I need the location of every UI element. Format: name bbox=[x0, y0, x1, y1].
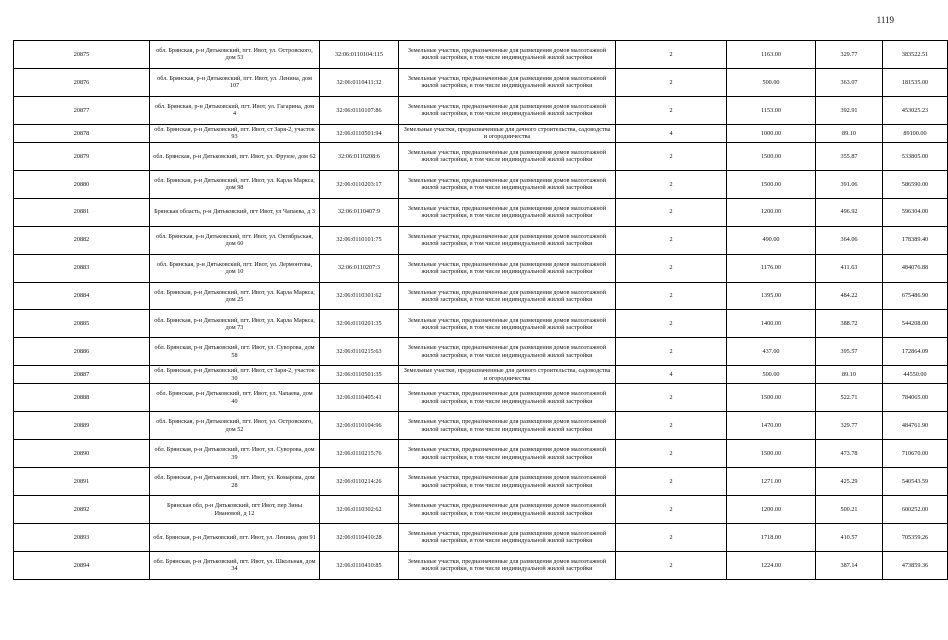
category-cell: 2 bbox=[616, 551, 727, 579]
table-row bbox=[14, 366, 948, 384]
address-cell: обл. Брянская, р-н Дятьковский, пгт. Ивот, ул. Лермонтова, дом 10 bbox=[150, 254, 320, 282]
row-number: 20890 bbox=[14, 440, 150, 468]
row-number: 20875 bbox=[14, 41, 150, 69]
area-cell: 1395.00 bbox=[727, 282, 816, 310]
cadastral-number-cell: 32:06:0110215:63 bbox=[320, 338, 399, 366]
table-row bbox=[14, 310, 948, 338]
total-value-cell: 473859.36 bbox=[883, 551, 948, 579]
total-value-cell: 383522.51 bbox=[883, 41, 948, 69]
land-use-cell: Земельные участки, предназначенные для размещения домов малоэтажной жилой застройки, в том числе индивидуальной жилой застройки bbox=[399, 142, 616, 170]
total-value-cell: 484761.90 bbox=[883, 412, 948, 440]
area-cell: 1200.00 bbox=[727, 496, 816, 524]
land-use-cell: Земельные участки, предназначенные для размещения домов малоэтажной жилой застройки, в том числе индивидуальной жилой застройки bbox=[399, 254, 616, 282]
land-use-cell: Земельные участки, предназначенные для дачного строительства, садоводства и огородничества bbox=[399, 366, 616, 384]
area-cell: 1718.00 bbox=[727, 524, 816, 552]
cadastral-number-cell: 32:06:0110208:6 bbox=[320, 142, 399, 170]
total-value-cell: 544208.00 bbox=[883, 310, 948, 338]
total-value-cell: 540543.59 bbox=[883, 468, 948, 496]
row-number: 20894 bbox=[14, 551, 150, 579]
table-row bbox=[14, 170, 948, 198]
unit-price-cell: 363.07 bbox=[816, 68, 883, 96]
total-value-cell: 586590.00 bbox=[883, 170, 948, 198]
cadastral-number-cell: 32:06:0110215:76 bbox=[320, 440, 399, 468]
address-cell: обл. Брянская, р-н Дятьковский, пгт. Ивот, ул. Фрунзе, дом 62 bbox=[150, 142, 320, 170]
address-cell: обл. Брянская, р-н Дятьковский, пгт. Ивот, ст Заря-2, участок 30 bbox=[150, 366, 320, 384]
land-use-cell: Земельные участки, предназначенные для размещения домов малоэтажной жилой застройки, в том числе индивидуальной жилой застройки bbox=[399, 440, 616, 468]
address-cell: обл. Брянская, р-н Дятьковский, пгт. Ивот, ул. Ленина, дом 107 bbox=[150, 68, 320, 96]
address-cell: обл. Брянская, р-н Дятьковский, пгт. Ивот, ул. Островского, дом 52 bbox=[150, 412, 320, 440]
unit-price-cell: 391.06 bbox=[816, 170, 883, 198]
table-row bbox=[14, 384, 948, 412]
area-cell: 1500.00 bbox=[727, 384, 816, 412]
land-use-cell: Земельные участки, предназначенные для размещения домов малоэтажной жилой застройки, в том числе индивидуальной жилой застройки bbox=[399, 41, 616, 69]
category-cell: 4 bbox=[616, 366, 727, 384]
unit-price-cell: 395.57 bbox=[816, 338, 883, 366]
address-cell: обл. Брянская, р-н Дятьковский, пгт. Ивот, ул. Чапаева, дом 40 bbox=[150, 384, 320, 412]
row-number: 20883 bbox=[14, 254, 150, 282]
address-cell: обл. Брянская, р-н Дятьковский, пгт. Ивот, ул. Карла Маркса, дом 73 bbox=[150, 310, 320, 338]
unit-price-cell: 425.29 bbox=[816, 468, 883, 496]
table-row bbox=[14, 468, 948, 496]
land-use-cell: Земельные участки, предназначенные для размещения домов малоэтажной жилой застройки, в том числе индивидуальной жилой застройки bbox=[399, 338, 616, 366]
row-number: 20878 bbox=[14, 124, 150, 142]
cadastral-number-cell: 32:06:0110107:86 bbox=[320, 96, 399, 124]
address-cell: обл. Брянская, р-н Дятьковский, пгт. Ивот, ул. Ленина, дом 91 bbox=[150, 524, 320, 552]
cadastral-number-cell: 32:06:0110407:9 bbox=[320, 198, 399, 226]
table-row bbox=[14, 68, 948, 96]
unit-price-cell: 387.14 bbox=[816, 551, 883, 579]
cadastral-number-cell: 32:06:0110301:62 bbox=[320, 282, 399, 310]
page-number: 1119 bbox=[876, 15, 894, 25]
area-cell: 1500.00 bbox=[727, 440, 816, 468]
row-number: 20887 bbox=[14, 366, 150, 384]
unit-price-cell: 329.77 bbox=[816, 412, 883, 440]
cadastral-number-cell: 32:06:0110207:3 bbox=[320, 254, 399, 282]
total-value-cell: 172864.09 bbox=[883, 338, 948, 366]
land-use-cell: Земельные участки, предназначенные для размещения домов малоэтажной жилой застройки, в том числе индивидуальной жилой застройки bbox=[399, 384, 616, 412]
address-cell: обл. Брянская, р-н Дятьковский, пгт. Ивот, ст Заря-2, участок 93 bbox=[150, 124, 320, 142]
cadastral-number-cell: 32:06:0110405:41 bbox=[320, 384, 399, 412]
total-value-cell: 484076.88 bbox=[883, 254, 948, 282]
category-cell: 2 bbox=[616, 524, 727, 552]
cadastral-number-cell: 32:06:0110201:35 bbox=[320, 310, 399, 338]
row-number: 20891 bbox=[14, 468, 150, 496]
table-row bbox=[14, 338, 948, 366]
cadastral-number-cell: 32:06:0110104:115 bbox=[320, 41, 399, 69]
area-cell: 500.00 bbox=[727, 366, 816, 384]
total-value-cell: 675486.90 bbox=[883, 282, 948, 310]
unit-price-cell: 388.72 bbox=[816, 310, 883, 338]
category-cell: 2 bbox=[616, 170, 727, 198]
row-number: 20882 bbox=[14, 226, 150, 254]
address-cell: обл. Брянская, р-н Дятьковский, пгт. Ивот, ул. Гагарина, дом 4 bbox=[150, 96, 320, 124]
area-cell: 1271.00 bbox=[727, 468, 816, 496]
row-number: 20889 bbox=[14, 412, 150, 440]
area-cell: 1200.00 bbox=[727, 198, 816, 226]
table-row bbox=[14, 198, 948, 226]
category-cell: 2 bbox=[616, 440, 727, 468]
row-number: 20893 bbox=[14, 524, 150, 552]
unit-price-cell: 496.92 bbox=[816, 198, 883, 226]
address-cell: обл. Брянская, р-н Дятьковский, пгт. Ивот, ул. Октябрьская, дом 60 bbox=[150, 226, 320, 254]
area-cell: 1163.00 bbox=[727, 41, 816, 69]
land-use-cell: Земельные участки, предназначенные для размещения домов малоэтажной жилой застройки, в том числе индивидуальной жилой застройки bbox=[399, 551, 616, 579]
land-use-cell: Земельные участки, предназначенные для размещения домов малоэтажной жилой застройки, в том числе индивидуальной жилой застройки bbox=[399, 412, 616, 440]
cadastral-number-cell: 32:06:0110214:26 bbox=[320, 468, 399, 496]
land-use-cell: Земельные участки, предназначенные для размещения домов малоэтажной жилой застройки, в том числе индивидуальной жилой застройки bbox=[399, 310, 616, 338]
address-cell: обл. Брянская, р-н Дятьковский, пгт. Ивот, ул. Школьная, дом 34 bbox=[150, 551, 320, 579]
address-cell: обл. Брянская, р-н Дятьковский, пгт. Ивот, ул. Карла Маркса, дом 25 bbox=[150, 282, 320, 310]
address-cell: обл. Брянская, р-н Дятьковский, пгт. Ивот, ул. Комарова, дом 28 bbox=[150, 468, 320, 496]
total-value-cell: 784065.00 bbox=[883, 384, 948, 412]
category-cell: 2 bbox=[616, 96, 727, 124]
cadastral-number-cell: 32:06:0110410:28 bbox=[320, 524, 399, 552]
cadastral-number-cell: 32:06:0110410:85 bbox=[320, 551, 399, 579]
area-cell: 1224.00 bbox=[727, 551, 816, 579]
area-cell: 490.00 bbox=[727, 226, 816, 254]
cadastral-number-cell: 32:06:0110203:17 bbox=[320, 170, 399, 198]
land-use-cell: Земельные участки, предназначенные для размещения домов малоэтажной жилой застройки, в том числе индивидуальной жилой застройки bbox=[399, 282, 616, 310]
category-cell: 2 bbox=[616, 468, 727, 496]
unit-price-cell: 410.57 bbox=[816, 524, 883, 552]
cadastral-number-cell: 32:06:0110104:96 bbox=[320, 412, 399, 440]
unit-price-cell: 392.91 bbox=[816, 96, 883, 124]
address-cell: обл. Брянская, р-н Дятьковский, пгт. Ивот, ул. Карла Маркса, дом 98 bbox=[150, 170, 320, 198]
row-number: 20879 bbox=[14, 142, 150, 170]
land-registry-table bbox=[13, 40, 948, 580]
category-cell: 2 bbox=[616, 310, 727, 338]
category-cell: 4 bbox=[616, 124, 727, 142]
cadastral-number-cell: 32:06:0110411:32 bbox=[320, 68, 399, 96]
address-cell: обл. Брянская, р-н Дятьковский, пгт. Ивот, ул. Суворова, дом 58 bbox=[150, 338, 320, 366]
table-row bbox=[14, 282, 948, 310]
total-value-cell: 705359.26 bbox=[883, 524, 948, 552]
total-value-cell: 596304.00 bbox=[883, 198, 948, 226]
area-cell: 1470.00 bbox=[727, 412, 816, 440]
unit-price-cell: 89.10 bbox=[816, 124, 883, 142]
category-cell: 2 bbox=[616, 41, 727, 69]
land-use-cell: Земельные участки, предназначенные для размещения домов малоэтажной жилой застройки, в том числе индивидуальной жилой застройки bbox=[399, 226, 616, 254]
cadastral-number-cell: 32:06:0110501:94 bbox=[320, 124, 399, 142]
table-row bbox=[14, 412, 948, 440]
row-number: 20877 bbox=[14, 96, 150, 124]
total-value-cell: 600252.00 bbox=[883, 496, 948, 524]
category-cell: 2 bbox=[616, 338, 727, 366]
total-value-cell: 178389.40 bbox=[883, 226, 948, 254]
table-row bbox=[14, 96, 948, 124]
unit-price-cell: 364.06 bbox=[816, 226, 883, 254]
cadastral-number-cell: 32:06:0110302:62 bbox=[320, 496, 399, 524]
address-cell: Брянская обл, р-н Дятьковский, пгт Ивот, пер Зины Ивановой, д 12 bbox=[150, 496, 320, 524]
area-cell: 500.00 bbox=[727, 68, 816, 96]
cadastral-number-cell: 32:06:0110101:75 bbox=[320, 226, 399, 254]
cadastral-number-cell: 32:06:0110501:35 bbox=[320, 366, 399, 384]
unit-price-cell: 484.22 bbox=[816, 282, 883, 310]
row-number: 20888 bbox=[14, 384, 150, 412]
unit-price-cell: 329.77 bbox=[816, 41, 883, 69]
unit-price-cell: 500.21 bbox=[816, 496, 883, 524]
address-cell: обл. Брянская, р-н Дятьковский, пгт. Ивот, ул. Суворова, дом 39 bbox=[150, 440, 320, 468]
unit-price-cell: 411.63 bbox=[816, 254, 883, 282]
row-number: 20884 bbox=[14, 282, 150, 310]
address-cell: обл. Брянская, р-н Дятьковский, пгт. Ивот, ул. Островского, дом 53 bbox=[150, 41, 320, 69]
address-cell: Брянская область, р-н Дятьковский, пгт Ивот, ул Чапаева, д 3 bbox=[150, 198, 320, 226]
area-cell: 1153.00 bbox=[727, 96, 816, 124]
area-cell: 1000.00 bbox=[727, 124, 816, 142]
table-body bbox=[14, 41, 948, 580]
category-cell: 2 bbox=[616, 384, 727, 412]
category-cell: 2 bbox=[616, 496, 727, 524]
category-cell: 2 bbox=[616, 226, 727, 254]
land-use-cell: Земельные участки, предназначенные для размещения домов малоэтажной жилой застройки, в том числе индивидуальной жилой застройки bbox=[399, 198, 616, 226]
total-value-cell: 181535.00 bbox=[883, 68, 948, 96]
table-row bbox=[14, 440, 948, 468]
category-cell: 2 bbox=[616, 282, 727, 310]
row-number: 20892 bbox=[14, 496, 150, 524]
land-use-cell: Земельные участки, предназначенные для дачного строительства, садоводства и огородничества bbox=[399, 124, 616, 142]
total-value-cell: 533805.00 bbox=[883, 142, 948, 170]
area-cell: 1176.00 bbox=[727, 254, 816, 282]
category-cell: 2 bbox=[616, 142, 727, 170]
table-row bbox=[14, 41, 948, 69]
unit-price-cell: 89.10 bbox=[816, 366, 883, 384]
unit-price-cell: 473.78 bbox=[816, 440, 883, 468]
row-number: 20880 bbox=[14, 170, 150, 198]
table-row bbox=[14, 142, 948, 170]
land-use-cell: Земельные участки, предназначенные для размещения домов малоэтажной жилой застройки, в том числе индивидуальной жилой застройки bbox=[399, 68, 616, 96]
table-row bbox=[14, 226, 948, 254]
land-use-cell: Земельные участки, предназначенные для размещения домов малоэтажной жилой застройки, в том числе индивидуальной жилой застройки bbox=[399, 96, 616, 124]
land-use-cell: Земельные участки, предназначенные для размещения домов малоэтажной жилой застройки, в том числе индивидуальной жилой застройки bbox=[399, 524, 616, 552]
table-row bbox=[14, 254, 948, 282]
unit-price-cell: 522.71 bbox=[816, 384, 883, 412]
category-cell: 2 bbox=[616, 254, 727, 282]
total-value-cell: 89100.00 bbox=[883, 124, 948, 142]
area-cell: 1500.00 bbox=[727, 142, 816, 170]
land-use-cell: Земельные участки, предназначенные для размещения домов малоэтажной жилой застройки, в том числе индивидуальной жилой застройки bbox=[399, 468, 616, 496]
area-cell: 1500.00 bbox=[727, 170, 816, 198]
area-cell: 437.00 bbox=[727, 338, 816, 366]
area-cell: 1400.00 bbox=[727, 310, 816, 338]
land-use-cell: Земельные участки, предназначенные для размещения домов малоэтажной жилой застройки, в том числе индивидуальной жилой застройки bbox=[399, 496, 616, 524]
table-row bbox=[14, 524, 948, 552]
table-row bbox=[14, 124, 948, 142]
row-number: 20885 bbox=[14, 310, 150, 338]
table-row bbox=[14, 551, 948, 579]
category-cell: 2 bbox=[616, 198, 727, 226]
category-cell: 2 bbox=[616, 68, 727, 96]
table-row bbox=[14, 496, 948, 524]
row-number: 20881 bbox=[14, 198, 150, 226]
row-number: 20876 bbox=[14, 68, 150, 96]
total-value-cell: 710670.00 bbox=[883, 440, 948, 468]
land-use-cell: Земельные участки, предназначенные для размещения домов малоэтажной жилой застройки, в том числе индивидуальной жилой застройки bbox=[399, 170, 616, 198]
category-cell: 2 bbox=[616, 412, 727, 440]
total-value-cell: 453025.23 bbox=[883, 96, 948, 124]
unit-price-cell: 355.87 bbox=[816, 142, 883, 170]
row-number: 20886 bbox=[14, 338, 150, 366]
total-value-cell: 44550.00 bbox=[883, 366, 948, 384]
